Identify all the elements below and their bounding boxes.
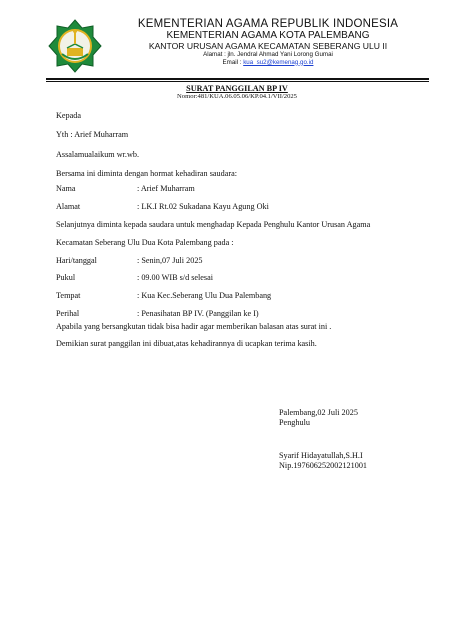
note-line2: Demikian surat panggilan ini dibuat,atas kehadirannya di ucapkan terima kasih. [56, 339, 317, 348]
salam-line: Assalamualaikum wr.wb. [56, 150, 139, 159]
letterhead [108, 18, 428, 66]
field-label: Alamat [56, 202, 81, 211]
kemenag-emblem-icon [47, 18, 103, 74]
letterhead-rule-thick [46, 78, 429, 80]
letterhead-rule-thin [46, 81, 429, 82]
field-label: Perihal [56, 309, 80, 318]
intro-line: Bersama ini diminta dengan hormat kehadiran saudara: [56, 169, 237, 178]
note-line1: Apabila yang bersangkutan tidak bisa hadir agar memberikan balasan atas surat ini . [56, 322, 332, 331]
field-label: Nama [56, 184, 76, 193]
field-value: : LK.I Rt.02 Sukadana Kayu Agung Oki [137, 202, 269, 211]
signature-name: Syarif Hidayatullah,S.H.I [279, 451, 363, 460]
letterhead-address: Alamat : jln. Jendral Ahmad Yani Lorong Gumai [203, 51, 333, 58]
field-label: Pukul [56, 273, 76, 282]
letterhead-email-row [108, 59, 428, 67]
field-value: : Arief Muharram [137, 184, 195, 193]
field-label: Tempat [56, 291, 81, 300]
paragraph-line2: Kecamatan Seberang Ulu Dua Kota Palembang pada : [56, 238, 234, 247]
field-value: : Kua Kec.Seberang Ulu Dua Palembang [137, 291, 272, 300]
letterhead-line3: KANTOR URUSAN AGAMA KECAMATAN SEBERANG ULU II [148, 41, 388, 51]
paragraph-line1: Selanjutnya diminta kepada saudara untuk menghadap Kepada Penghulu Kantor Urusan Agama [56, 220, 371, 229]
signature-nip: Nip.197606252002121001 [279, 461, 368, 470]
email-link[interactable]: kua_su2@kemenag.go.id [243, 58, 314, 66]
letterhead-line2: KEMENTERIAN AGAMA KOTA PALEMBANG [166, 30, 370, 41]
signature-place-date: Palembang,02 Juli 2025 [279, 408, 358, 417]
signature-role: Penghulu [279, 418, 310, 427]
letter-number: Nomor:481/KUA.06.05.06/KP.04.1/VII/2025 [177, 93, 297, 100]
letter-title: SURAT PANGGILAN BP IV [186, 84, 288, 93]
field-value: : Penasihatan BP IV. (Panggilan ke I) [137, 309, 259, 318]
letterhead-line1: KEMENTERIAN AGAMA REPUBLIK INDONESIA [137, 18, 399, 30]
yth-line: Yth : Arief Muharram [56, 130, 129, 139]
email-label: Email : [222, 58, 244, 66]
field-label: Hari/tanggal [56, 256, 97, 265]
field-value: : Senin,07 Juli 2025 [137, 256, 203, 265]
field-value: : 09.00 WIB s/d selesai [137, 273, 214, 282]
kepada-label: Kepada [56, 111, 82, 120]
